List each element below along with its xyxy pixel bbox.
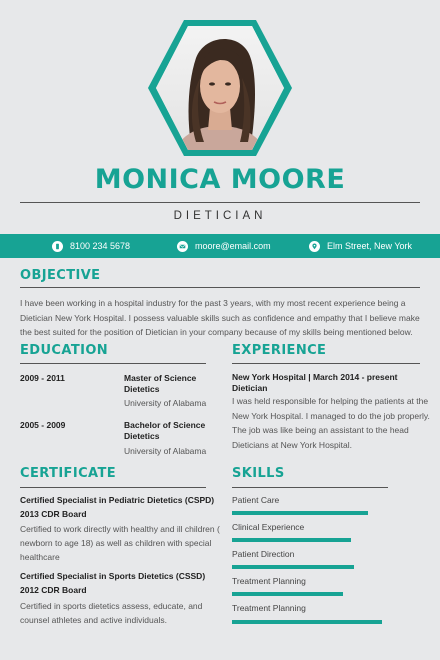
education-school: University of Alabama — [124, 398, 207, 408]
location-pin-icon — [309, 241, 320, 252]
skill-label: Treatment Planning — [232, 603, 306, 613]
certificate-name: Certified Specialist in Sports Dietetics (CSSD) — [20, 571, 206, 581]
email-address: moore@email.com — [195, 241, 271, 251]
objective-text: I have been working in a hospital industry for the past 3 years, with my most recent experience being a Dietician New York Hospital. I possess valuable skills such as confidence and empathy that I believe make the best suited for the position of Dietician in your company because of my skills being mentioned below. — [20, 298, 420, 337]
certificate-year: 2013 CDR Board — [20, 509, 87, 519]
street-address: Elm Street, New York — [327, 241, 413, 251]
skill-level-bar — [232, 511, 368, 515]
skill-level-bar — [232, 565, 354, 569]
contact-phone — [52, 234, 130, 258]
profile-photo-hexagon — [144, 18, 296, 158]
education-divider — [20, 363, 206, 364]
skill-level-bar — [232, 592, 343, 596]
experience-description: I was held responsible for helping the patients at the New York Hospital. I managed to do the job properly. The job was like being an assistant to the head Dieticians at New York Hospital. — [232, 396, 430, 450]
full-name: MONICA MOORE — [94, 164, 346, 195]
objective-divider — [20, 287, 420, 288]
certificate-description: Certified to work directly with healthy and ill children ( newborn to age 18) as well as children with special healthcare — [20, 524, 220, 562]
skills-divider — [232, 487, 388, 488]
header-divider — [20, 202, 420, 203]
phone-number: 8100 234 5678 — [70, 241, 131, 251]
phone-icon — [52, 241, 63, 252]
education-years: 2005 - 2009 — [20, 420, 66, 430]
education-degree: Master of Science Dietetics — [124, 373, 197, 394]
certificate-year: 2012 CDR Board — [20, 585, 87, 595]
skill-label: Treatment Planning — [232, 576, 306, 586]
skill-level-bar — [232, 538, 351, 542]
certificate-description: Certified in sports dietetics assess, educate, and counsel athletes and active individuals. — [20, 601, 203, 625]
experience-divider — [232, 363, 420, 364]
profile-photo — [144, 18, 296, 158]
skill-level-bar — [232, 620, 382, 624]
education-years: 2009 - 2011 — [20, 373, 65, 383]
contact-address — [309, 234, 412, 258]
contact-email — [177, 234, 271, 258]
objective-heading: OBJECTIVE — [20, 268, 101, 283]
skills-heading: SKILLS — [232, 466, 285, 481]
mail-icon — [177, 241, 188, 252]
education-school: University of Alabama — [124, 446, 207, 456]
certificate-heading: CERTIFICATE — [20, 466, 117, 481]
certificate-name: Certified Specialist in Pediatric Dietetics (CSPD) — [20, 495, 215, 505]
education-heading: EDUCATION — [20, 343, 109, 358]
experience-heading: EXPERIENCE — [232, 343, 327, 358]
skill-label: Patient Direction — [232, 549, 295, 559]
skill-label: Patient Care — [232, 495, 280, 505]
certificate-divider — [20, 487, 206, 488]
education-degree: Bachelor of Science Dietetics — [124, 420, 206, 441]
skill-label: Clinical Experience — [232, 522, 305, 532]
experience-heading-line: New York Hospital | March 2014 - present Dietician — [232, 372, 398, 393]
contact-bar — [0, 234, 440, 258]
job-title: DIETICIAN — [173, 210, 267, 222]
